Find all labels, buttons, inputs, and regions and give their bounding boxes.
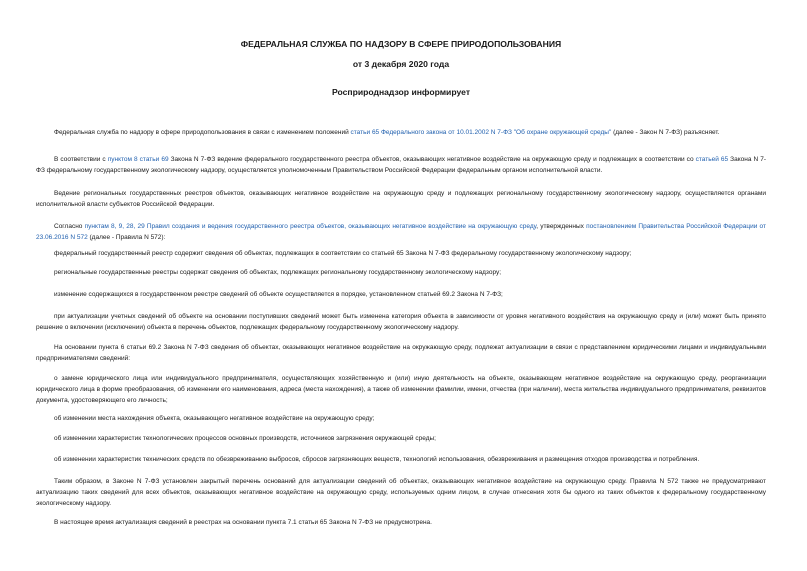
law-article-65-link[interactable]: статьи 65 Федерального закона от 10.01.2002 N 7-ФЗ "Об охране окружающей среды" — [350, 129, 612, 136]
list-item-location-change: об изменении места нахождения объекта, оказывающего негативное воздействие на окружающую среду; — [54, 415, 375, 422]
paragraph-text: , утвержденных — [536, 223, 587, 230]
agency-title: ФЕДЕРАЛЬНАЯ СЛУЖБА ПО НАДЗОРУ В СФЕРЕ ПРИРОДОПОЛЬЗОВАНИЯ — [240, 39, 562, 49]
document-date: от 3 декабря 2020 года — [352, 59, 450, 69]
list-item-process-change: об изменении характеристик технологических процессов основных производств, источников загрязнения окружающей среды; — [54, 435, 436, 442]
list-item-category-change: при актуализации учетных сведений об объекте на основании поступивших сведений может быть изменена категория объекта в зависимости от уровня негативного воздействия на окружающую среду и (или) может быть принято решение о включении (исключении) объекта в перечень объектов, подлежащих федеральному государственному экологическому надзору. — [36, 313, 766, 331]
paragraph-regional-registry: Ведение региональных государственных реестров объектов, оказывающих негативное воздействие на окружающую среду и подлежащих региональному государственному экологическому надзору, осуществляется органами исполнительной власти субъектов Российской Федерации. — [36, 190, 766, 208]
paragraph-final: В настоящее время актуализация сведений в реестрах на основании пункта 7.1 статьи 65 Закона N 7-ФЗ не предусмотрена. — [54, 519, 432, 526]
list-item-federal: федеральный государственный реестр содержит сведения об объектах, подлежащих в соответствии со статьей 65 Закона N 7-ФЗ федеральному государственному экологическому надзору; — [54, 250, 632, 257]
list-item-regional: региональные государственные реестры содержат сведения об объектах, подлежащих региональному государственному экологическому надзору; — [54, 269, 502, 276]
paragraph-text: (далее - Правила N 572): — [87, 233, 166, 241]
rules-points-link[interactable]: пунктам 8, 9, 28, 29 Правил создания и ведения государственного реестра объектов, оказывающих негативное воздействие на окружающую среду — [84, 223, 537, 230]
paragraph-intro — [36, 128, 766, 139]
paragraph-text: Федеральная служба по надзору в сфере природопользования в связи с изменением положений — [54, 129, 351, 136]
paragraph-federal-registry — [36, 155, 766, 177]
government-decree-link[interactable]: постановлением Правительства Российской Федерации от 23.06.2016 N 572 — [36, 223, 766, 241]
paragraph-text: В соответствии с — [54, 156, 108, 163]
article-65-link[interactable]: статьей 65 — [695, 156, 729, 163]
paragraph-actualization-basis: На основании пункта 6 статьи 69.2 Закона N 7-ФЗ сведения об объектах, оказывающих негативное воздействие на окружающую среду, подлежат актуализации в связи с представлением юридическими лицами и индивидуальными предпринимателями сведений: — [36, 344, 766, 362]
paragraph-text: (далее - Закон N 7-ФЗ) разъясняет. — [611, 129, 720, 136]
document-heading: Росприроднадзор информирует — [331, 87, 471, 97]
paragraph-rules-572 — [36, 222, 766, 244]
article-69-link[interactable]: пунктом 8 статьи 69 — [107, 156, 169, 163]
paragraph-conclusion: Таким образом, в Законе N 7-ФЗ установлен закрытый перечень оснований для актуализации сведений об объектах, оказывающих негативное воздействие на окружающую среду. Правила N 572 также не предусматривают актуализацию таких сведений для всех объектов, оказывающих негативное воздействие на окружающую среду, используемых одним лицом, в случае отнесения хотя бы одного из таких объектов к федеральному государственному экологическому надзору. — [36, 478, 766, 507]
paragraph-text: Закона N 7-ФЗ федеральному государственному экологическому надзору, осуществляется уполномоченным Правительством Российской Федерации федеральным органом исполнительной власти. — [36, 156, 766, 174]
list-item-technical-change: об изменении характеристик технических средств по обезвреживанию выбросов, сбросов загрязняющих веществ, технологий использования, обезвреживания и размещения отходов производства и потребления. — [54, 456, 700, 463]
paragraph-text: Согласно — [54, 223, 85, 230]
paragraph-text: Закона N 7-ФЗ ведение федерального государственного реестра объектов, оказывающих негативное воздействие на окружающую среду и подлежащих в соответствии со — [168, 156, 696, 163]
list-item-replacement: о замене юридического лица или индивидуального предпринимателя, осуществляющих хозяйственную и (или) иную деятельность на объекте, оказывающем негативное воздействие на окружающую среду, реорганизации юридического лица в форме преобразования, об изменении его наименования, адреса (места нахождения), а также об изменении фамилии, имени, отчества (при наличии), места жительства индивидуального предпринимателя, реквизитов документа, удостоверяющего его личность; — [36, 375, 766, 404]
list-item-change-procedure: изменение содержащихся в государственном реестре сведений об объекте осуществляется в порядке, установленном статьей 69.2 Закона N 7-ФЗ; — [54, 291, 503, 298]
